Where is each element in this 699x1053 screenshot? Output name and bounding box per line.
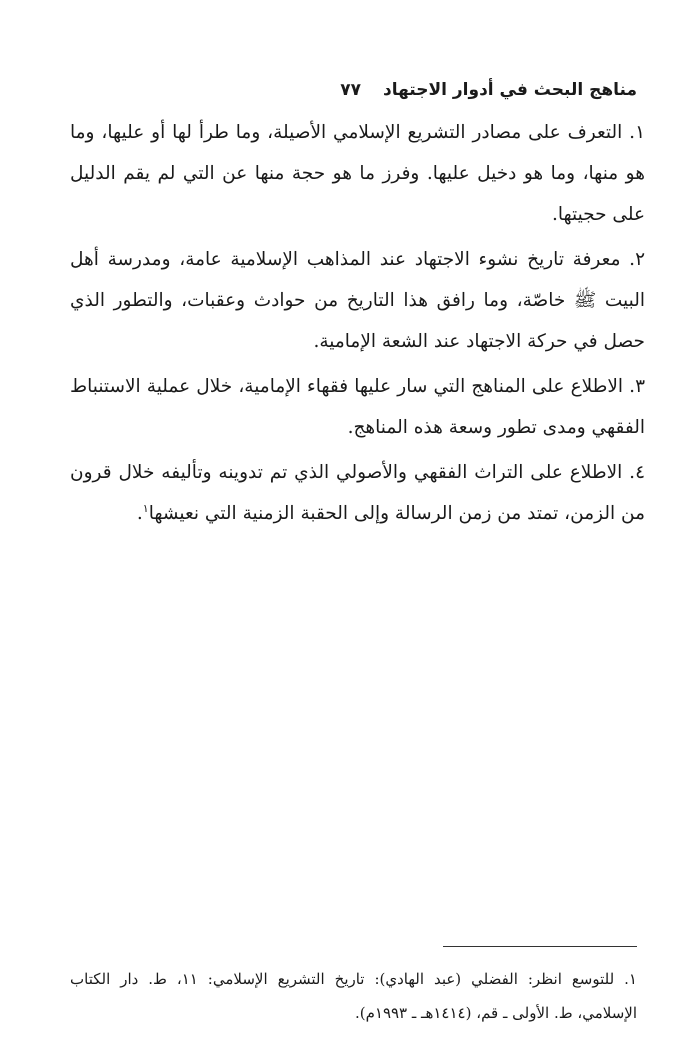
page-number: ٧٧ (340, 80, 361, 100)
body-text (70, 112, 645, 538)
list-item-4: ٤. الاطلاع على التراث الفقهي والأصولي الذي تم تدوينه وتأليفه خلال قرون من الزمن، تمتد من زمن الرسالة وإلى الحقبة الزمنية التي نعيشها$^١$. (70, 462, 645, 524)
list-item-2: ٢. معرفة تاريخ نشوء الاجتهاد عند المذاهب الإسلامية عامة، ومدرسة أهل البيت ﷺ خاصّة، وما رافق هذا التاريخ من حوادث وعقبات، والتطور الذي حصل في حركة الاجتهاد عند الشعة الإمامية. (70, 249, 645, 352)
footnote-reference: ١ (142, 501, 149, 515)
list-item-4-text: ٤. الاطلاع على التراث الفقهي والأصولي الذي تم تدوينه وتأليفه خلال قرون من الزمن، تمتد من زمن الرسالة وإلى الحقبة الزمنية التي نعيشها (70, 462, 645, 524)
footnote-divider (443, 946, 637, 947)
footnote-text: ١. للتوسع انظر: الفضلي (عبد الهادي): تاريخ التشريع الإسلامي: ١١، ط. دار الكتاب الإسلامي، ط. الأولى ـ قم، (١٤١٤هـ ـ ١٩٩٣م). (70, 970, 637, 1022)
list-item-3: ٣. الاطلاع على المناهج التي سار عليها فقهاء الإمامية، خلال عملية الاستنباط الفقهي ومدى تطور وسعة هذه المناهج. (70, 376, 645, 438)
list-item-1: ١. التعرف على مصادر التشريع الإسلامي الأصيلة، وما طرأ لها أو عليها، وما هو منها، وما هو دخيل عليها. وفرز ما هو حجة منها عن التي لم يقم الدليل على حجيتها. (70, 122, 645, 225)
page-header (62, 74, 637, 106)
footnote (70, 962, 637, 1030)
running-title: مناهج البحث في أدوار الاجتهاد (382, 80, 637, 100)
